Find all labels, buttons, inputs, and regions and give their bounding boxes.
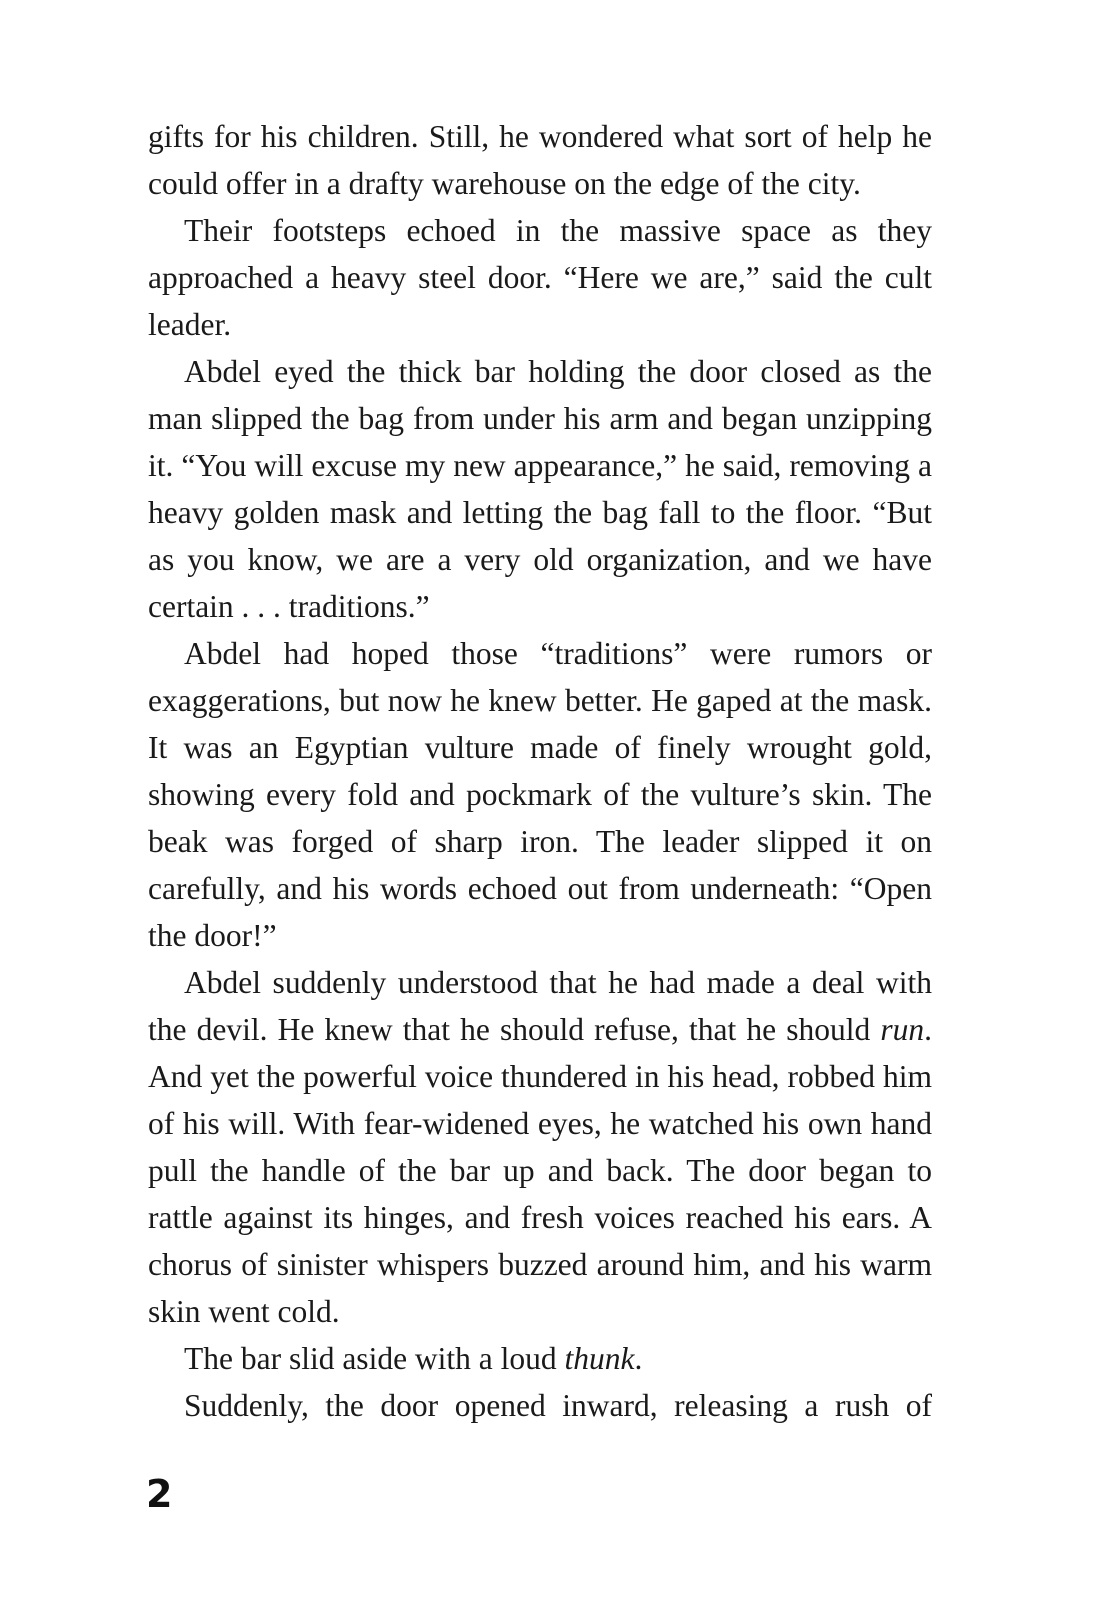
paragraph-6: [148, 1335, 932, 1382]
paragraph-5: [148, 959, 932, 1335]
paragraph-4-text: Abdel had hoped those “traditions” were rumors or exaggerations, but now he knew better. He gaped at the mask. It was an Egyptian vulture made of finely wrought gold, showing every fold and pockmark of the vulture’s skin. The beak was forged of sharp iron. The leader slipped it on carefully, and his words echoed out from underneath: “Open the door!”: [148, 636, 932, 953]
paragraph-7: [148, 1382, 932, 1429]
paragraph-6-text-b: .: [634, 1341, 643, 1376]
paragraph-2-text: Their footsteps echoed in the massive space as they approached a heavy steel door. “Here we are,” said the cult leader.: [148, 213, 932, 342]
paragraph-5-italic-run: run: [880, 1012, 925, 1047]
paragraph-7-text: Suddenly, the door opened inward, releasing a rush of: [184, 1388, 932, 1423]
paragraph-5-text-a: Abdel suddenly understood that he had made a deal with the devil. He knew that he should refuse, that he should: [148, 965, 932, 1047]
paragraph-3-text: Abdel eyed the thick bar holding the door closed as the man slipped the bag from under his arm and began unzipping it. “You will excuse my new appearance,” he said, removing a heavy golden mask and letting the bag fall to the floor. “But as you know, we are a very old organization, and we have certain . . . traditions.”: [148, 354, 932, 624]
page-number: 2: [146, 1472, 173, 1516]
paragraph-2: [148, 207, 932, 348]
paragraph-1: [148, 113, 932, 207]
paragraph-5-text-b: . And yet the powerful voice thundered in his head, robbed him of his will. With fear-widened eyes, he watched his own hand pull the handle of the bar up and back. The door began to rattle against its hinges, and fresh voices reached his ears. A chorus of sinister whispers buzzed around him, and his warm skin went cold.: [148, 1012, 932, 1329]
paragraph-4: [148, 630, 932, 959]
paragraph-6-italic-thunk: thunk: [564, 1341, 635, 1376]
body-text: [148, 113, 932, 1429]
paragraph-1-text: gifts for his children. Still, he wondered what sort of help he could offer in a drafty warehouse on the edge of the city.: [148, 119, 932, 201]
paragraph-6-text-a: The bar slid aside with a loud: [184, 1341, 565, 1376]
paragraph-3: [148, 348, 932, 630]
